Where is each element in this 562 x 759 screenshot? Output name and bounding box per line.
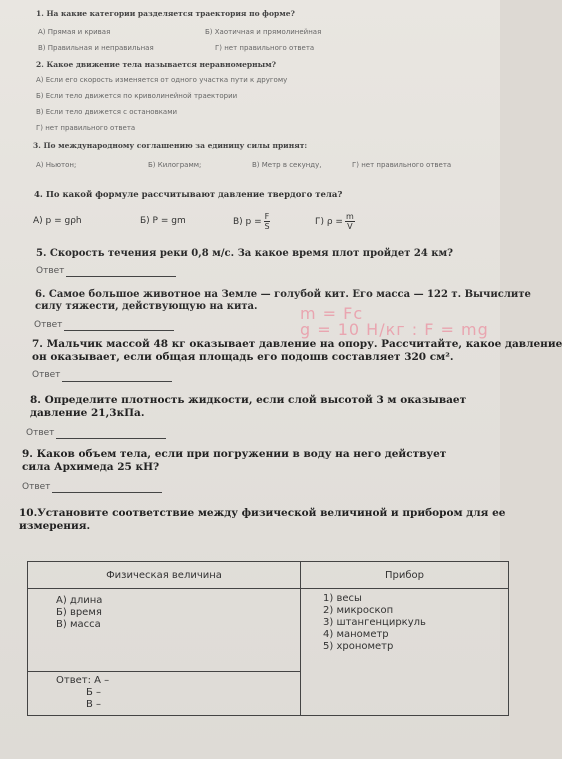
question-6-line-1: 6. Самое большое животное на Земле — голубой кит. Его масса — 122 т. Вычислите bbox=[35, 289, 531, 300]
table-answer-cell[interactable] bbox=[28, 672, 301, 716]
list-item: 1) весы bbox=[323, 593, 362, 604]
question-9-line-2: сила Архимеда 25 кН? bbox=[22, 461, 160, 473]
handwriting-line-1: m = Fc bbox=[300, 304, 364, 323]
table-header-quantity: Физическая величина bbox=[28, 562, 301, 589]
q6-answer-label: Ответ bbox=[34, 320, 63, 330]
q2-option-c: В) Если тело движется с остановками bbox=[36, 108, 178, 116]
question-7-line-1: 7. Мальчик массой 48 кг оказывает давление на опору. Рассчитайте, какое давление bbox=[32, 338, 562, 350]
handwriting-line-2: g = 10 Н/кг : F = mg bbox=[300, 320, 489, 339]
q4-option-c: В) p = $\frac{F}{S}$ bbox=[233, 212, 270, 231]
q3-option-d: Г) нет правильного ответа bbox=[352, 161, 452, 169]
list-item: 2) микроскоп bbox=[323, 605, 394, 616]
q7-answer-line[interactable] bbox=[62, 381, 172, 382]
q8-answer-label: Ответ bbox=[26, 428, 55, 438]
q8-answer-line[interactable] bbox=[56, 438, 166, 439]
question-1: 1. На какие категории разделяется траектория по форме? bbox=[36, 9, 295, 18]
q1-option-c: В) Правильная и неправильная bbox=[38, 44, 154, 52]
q3-option-c: В) Метр в секунду, bbox=[252, 161, 322, 169]
q4-option-b: Б) P = gm bbox=[140, 216, 186, 226]
question-2: 2. Какое движение тела называется неравномерным? bbox=[36, 60, 277, 69]
answer-c: В – bbox=[86, 699, 102, 710]
q2-option-b: Б) Если тело движется по криволинейной траектории bbox=[36, 92, 238, 100]
q1-option-d: Г) нет правильного ответа bbox=[215, 44, 315, 52]
table-header-instrument: Прибор bbox=[301, 562, 509, 589]
question-6-line-2: силу тяжести, действующую на кита. bbox=[35, 301, 258, 312]
q5-answer-line[interactable] bbox=[66, 276, 176, 277]
list-item: Б) время bbox=[56, 607, 102, 618]
list-item: 4) манометр bbox=[323, 629, 389, 640]
list-item: А) длина bbox=[56, 595, 103, 606]
list-item: 5) хронометр bbox=[323, 641, 394, 652]
answer-a: Ответ: А – bbox=[56, 675, 110, 686]
q4-option-d: Г) ρ = $\frac{m}{V}$ bbox=[315, 212, 354, 231]
q9-answer-line[interactable] bbox=[52, 492, 162, 493]
q3-option-b: Б) Килограмм; bbox=[148, 161, 202, 169]
question-8-line-1: 8. Определите плотность жидкости, если слой высотой 3 м оказывает bbox=[30, 394, 467, 406]
q6-answer-line[interactable] bbox=[64, 330, 174, 331]
q7-answer-label: Ответ bbox=[32, 370, 61, 380]
instrument-list bbox=[301, 589, 509, 716]
q1-option-a: А) Прямая и кривая bbox=[38, 28, 111, 36]
question-9-line-1: 9. Каков объем тела, если при погружении в воду на него действует bbox=[22, 448, 447, 460]
quantity-list bbox=[28, 589, 301, 672]
list-item: 3) штангенциркуль bbox=[323, 617, 426, 628]
matching-table bbox=[27, 561, 509, 716]
q2-option-d: Г) нет правильного ответа bbox=[36, 124, 136, 132]
question-7-line-2: он оказывает, если общая площадь его подошв составляет 320 см². bbox=[32, 351, 454, 363]
question-4: 4. По какой формуле рассчитывают давление твердого тела? bbox=[34, 190, 343, 200]
q5-answer-label: Ответ bbox=[36, 266, 65, 276]
question-10-line-2: измерения. bbox=[19, 520, 91, 532]
question-3: 3. По международному соглашению за единицу силы принят: bbox=[33, 141, 308, 150]
question-8-line-2: давление 21,3кПа. bbox=[30, 407, 145, 419]
q9-answer-label: Ответ bbox=[22, 482, 51, 492]
q1-option-b: Б) Хаотичная и прямолинейная bbox=[205, 28, 322, 36]
question-10-line-1: 10.Установите соответствие между физической величиной и прибором для ее bbox=[19, 507, 506, 519]
q4-option-a: А) p = gρh bbox=[33, 216, 82, 226]
q3-option-a: А) Ньютон; bbox=[36, 161, 77, 169]
answer-b: Б – bbox=[86, 687, 102, 698]
q2-option-a: А) Если его скорость изменяется от одного участка пути к другому bbox=[36, 76, 288, 84]
question-5: 5. Скорость течения реки 0,8 м/с. За какое время плот пройдет 24 км? bbox=[36, 248, 454, 259]
list-item: В) масса bbox=[56, 619, 101, 630]
